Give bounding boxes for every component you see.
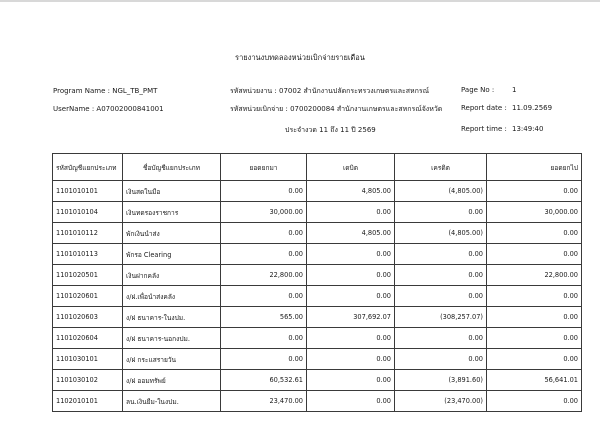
table-row	[53, 370, 582, 391]
cell-account-code: 1101010113	[53, 244, 123, 265]
agency-line: รหัสหน่วยงาน : 07002 สำนักงานปลัดกระทรวงเกษตรและสหกรณ์	[230, 87, 430, 95]
cell-brought-forward: 60,532.61	[221, 370, 307, 391]
user-name: UserName : A07002000841001	[53, 105, 164, 113]
cell-account-name: ง/ฝ ธนาคาร-นอกงปม.	[123, 328, 221, 349]
table-row	[53, 265, 582, 286]
cell-credit: (4,805.00)	[395, 223, 487, 244]
report-time-label: Report time :	[461, 125, 507, 133]
cell-credit: (4,805.00)	[395, 181, 487, 202]
cell-carried-forward: 0.00	[487, 328, 582, 349]
cell-account-code: 1101020604	[53, 328, 123, 349]
table-row	[53, 223, 582, 244]
cell-carried-forward: 56,641.01	[487, 370, 582, 391]
cell-account-name: เงินทดรองราชการ	[123, 202, 221, 223]
cell-brought-forward: 22,800.00	[221, 265, 307, 286]
program-name: Program Name : NGL_TB_PMT	[53, 87, 158, 95]
table-row	[53, 181, 582, 202]
cell-debit: 307,692.07	[307, 307, 395, 328]
report-title: รายงานงบทดลองหน่วยเบิกจ่ายรายเดือน	[235, 53, 365, 62]
cell-brought-forward: 0.00	[221, 223, 307, 244]
cell-account-code: 1101010104	[53, 202, 123, 223]
cell-debit: 0.00	[307, 244, 395, 265]
cell-account-name: ง/ฝ ธนาคาร-ในงปม.	[123, 307, 221, 328]
table-row	[53, 244, 582, 265]
disbursing-unit-line: รหัสหน่วยเบิกจ่าย : 0700200084 สำนักงานเกษตรและสหกรณ์จังหวัด	[230, 105, 443, 113]
col-header-brought-forward: ยอดยกมา	[221, 154, 307, 181]
cell-brought-forward: 565.00	[221, 307, 307, 328]
cell-debit: 4,805.00	[307, 181, 395, 202]
top-border	[0, 0, 600, 2]
table-header-row	[53, 154, 582, 181]
table-row	[53, 286, 582, 307]
cell-debit: 0.00	[307, 370, 395, 391]
cell-brought-forward: 23,470.00	[221, 391, 307, 412]
page-no-value: 1	[512, 86, 517, 94]
cell-account-name: พักเงินนำส่ง	[123, 223, 221, 244]
cell-account-name: ง/ฝ.เพื่อนำส่งคลัง	[123, 286, 221, 307]
table-row	[53, 307, 582, 328]
cell-credit: 0.00	[395, 286, 487, 307]
cell-carried-forward: 30,000.00	[487, 202, 582, 223]
cell-credit: (23,470.00)	[395, 391, 487, 412]
cell-brought-forward: 0.00	[221, 181, 307, 202]
report-time-value: 13:49:40	[512, 125, 544, 133]
cell-debit: 0.00	[307, 391, 395, 412]
cell-carried-forward: 0.00	[487, 244, 582, 265]
cell-account-code: 1101020601	[53, 286, 123, 307]
cell-account-name: ง/ฝ ออมทรัพย์	[123, 370, 221, 391]
cell-account-code: 1101010112	[53, 223, 123, 244]
cell-credit: (3,891.60)	[395, 370, 487, 391]
table-row	[53, 349, 582, 370]
cell-credit: 0.00	[395, 328, 487, 349]
table-row	[53, 328, 582, 349]
cell-credit: 0.00	[395, 202, 487, 223]
trial-balance-table	[52, 153, 582, 412]
cell-brought-forward: 0.00	[221, 286, 307, 307]
cell-brought-forward: 30,000.00	[221, 202, 307, 223]
cell-debit: 0.00	[307, 265, 395, 286]
col-header-account-code: รหัสบัญชีแยกประเภท	[53, 154, 123, 181]
period-line: ประจำงวด 11 ถึง 11 ปี 2569	[285, 126, 376, 134]
cell-carried-forward: 0.00	[487, 307, 582, 328]
col-header-carried-forward: ยอดยกไป	[487, 154, 582, 181]
cell-carried-forward: 0.00	[487, 181, 582, 202]
cell-carried-forward: 22,800.00	[487, 265, 582, 286]
cell-carried-forward: 0.00	[487, 391, 582, 412]
cell-carried-forward: 0.00	[487, 223, 582, 244]
cell-brought-forward: 0.00	[221, 244, 307, 265]
cell-debit: 0.00	[307, 349, 395, 370]
cell-account-name: ง/ฝ กระแสรายวัน	[123, 349, 221, 370]
cell-account-code: 1102010101	[53, 391, 123, 412]
cell-credit: 0.00	[395, 265, 487, 286]
col-header-credit: เครดิต	[395, 154, 487, 181]
report-date-label: Report date :	[461, 104, 507, 112]
cell-debit: 0.00	[307, 202, 395, 223]
cell-debit: 0.00	[307, 328, 395, 349]
page-no-label: Page No :	[461, 86, 495, 94]
cell-carried-forward: 0.00	[487, 349, 582, 370]
cell-brought-forward: 0.00	[221, 328, 307, 349]
cell-credit: 0.00	[395, 244, 487, 265]
cell-account-code: 1101020603	[53, 307, 123, 328]
cell-account-name: เงินสดในมือ	[123, 181, 221, 202]
cell-account-name: ลน.เงินยืม-ในงปม.	[123, 391, 221, 412]
cell-debit: 4,805.00	[307, 223, 395, 244]
table-row	[53, 391, 582, 412]
table-row	[53, 202, 582, 223]
cell-account-code: 1101030102	[53, 370, 123, 391]
col-header-debit: เดบิต	[307, 154, 395, 181]
cell-debit: 0.00	[307, 286, 395, 307]
col-header-account-name: ชื่อบัญชีแยกประเภท	[123, 154, 221, 181]
cell-account-name: เงินฝากคลัง	[123, 265, 221, 286]
cell-account-code: 1101020501	[53, 265, 123, 286]
cell-account-code: 1101030101	[53, 349, 123, 370]
cell-account-name: พักรอ Clearing	[123, 244, 221, 265]
cell-account-code: 1101010101	[53, 181, 123, 202]
cell-credit: (308,257.07)	[395, 307, 487, 328]
cell-credit: 0.00	[395, 349, 487, 370]
cell-carried-forward: 0.00	[487, 286, 582, 307]
cell-brought-forward: 0.00	[221, 349, 307, 370]
report-date-value: 11.09.2569	[512, 104, 553, 112]
